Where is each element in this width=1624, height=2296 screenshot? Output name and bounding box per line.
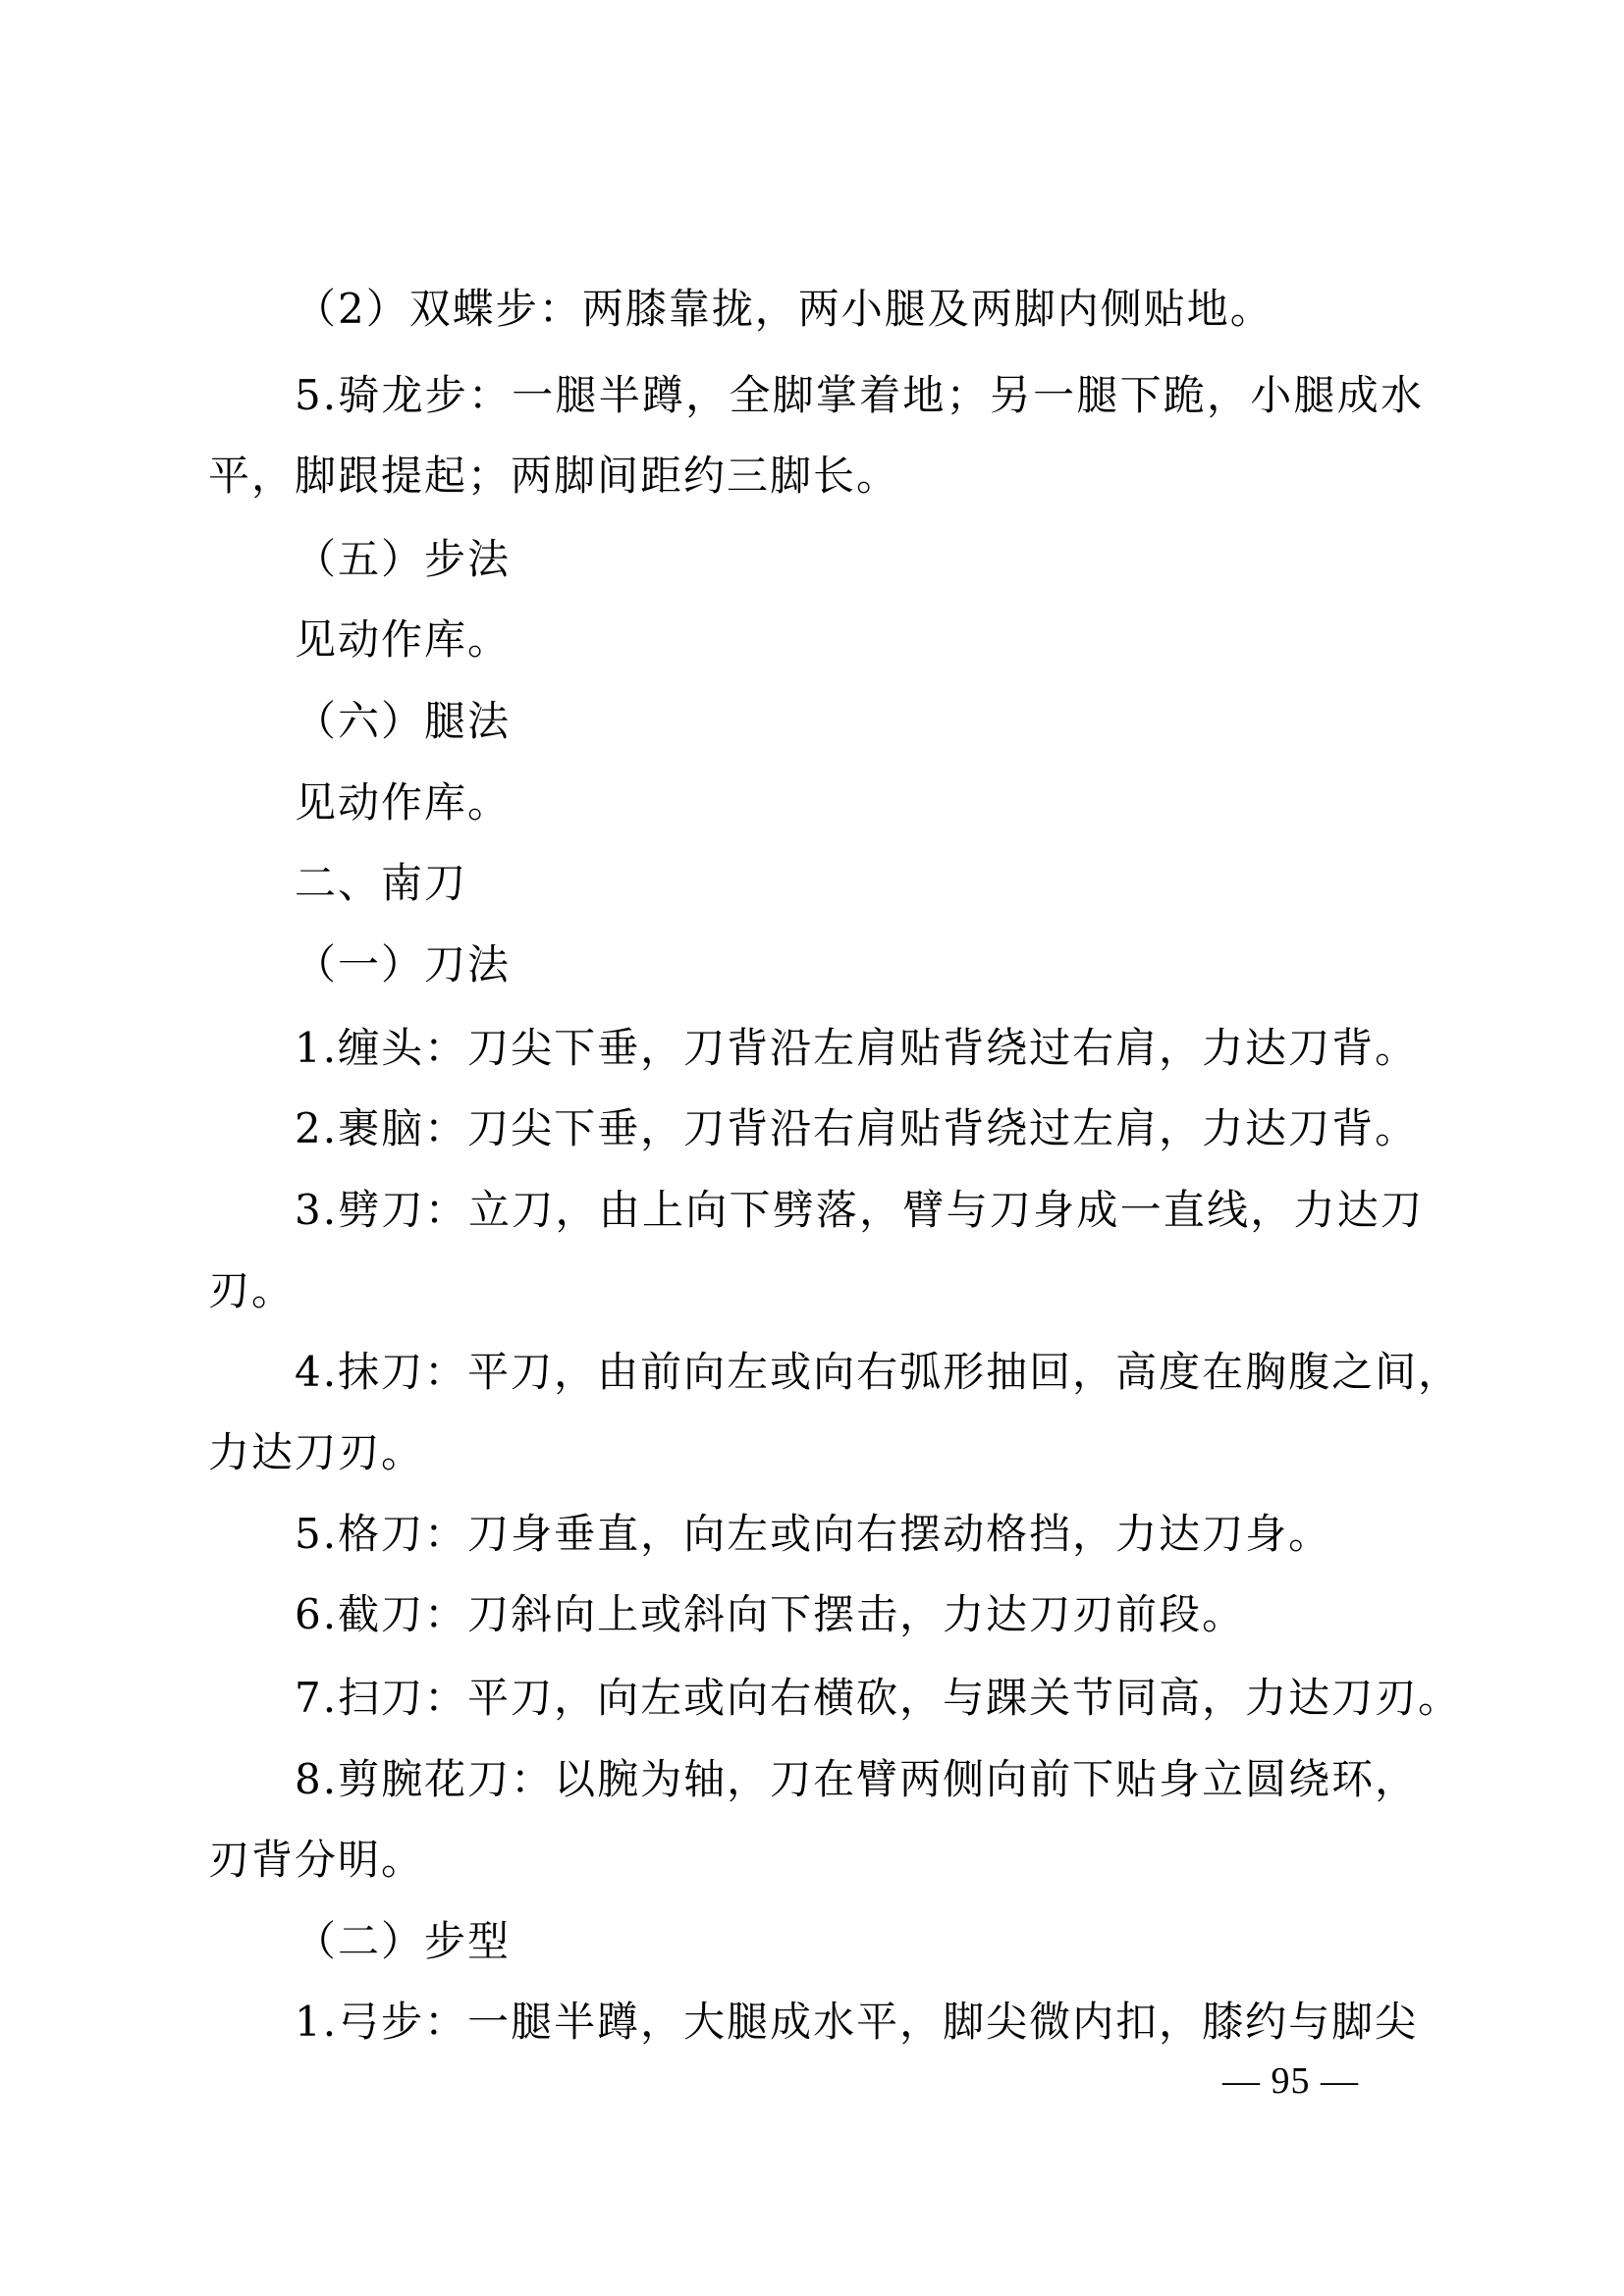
section-heading: （二）步型 [295, 1917, 512, 1965]
text-line: 3.劈刀：立刀，由上向下劈落，臂与刀身成一直线，力达刀 [295, 1186, 1424, 1234]
text-line: 力达刀刃。 [208, 1428, 425, 1476]
text-line: 平，脚跟提起；两脚间距约三脚长。 [208, 452, 900, 500]
text-line: 2.裹脑：刀尖下垂，刀背沿右肩贴背绕过左肩，力达刀背。 [295, 1104, 1419, 1152]
text-line: 5.骑龙步：一腿半蹲，全脚掌着地；另一腿下跪，小腿成水 [295, 371, 1424, 419]
text-line: 1.弓步：一腿半蹲，大腿成水平，脚尖微内扣，膝约与脚尖 [295, 1998, 1419, 2046]
text-line: 8.剪腕花刀：以腕为轴，刀在臂两侧向前下贴身立圆绕环， [295, 1755, 1419, 1803]
text-line: 6.截刀：刀斜向上或斜向下摆击，力达刀刃前段。 [295, 1590, 1246, 1638]
text-line: 7.扫刀：平刀，向左或向右横砍，与踝关节同高，力达刀刃。 [295, 1674, 1462, 1722]
text-line: 见动作库。 [295, 615, 512, 664]
chapter-heading: 二、南刀 [295, 859, 468, 907]
section-heading: （五）步法 [295, 535, 512, 583]
text-line: 刃背分明。 [208, 1836, 425, 1884]
text-line: 5.格刀：刀身垂直，向左或向右摆动格挡，力达刀身。 [295, 1510, 1332, 1558]
section-heading: （一）刀法 [295, 940, 512, 988]
section-heading: （六）腿法 [295, 697, 512, 745]
text-line: 见动作库。 [295, 778, 512, 827]
text-line: 4.抹刀：平刀，由前向左或向右弧形抽回，高度在胸腹之间， [295, 1348, 1462, 1396]
text-line: 1.缠头：刀尖下垂，刀背沿左肩贴背绕过右肩，力达刀背。 [295, 1024, 1419, 1072]
text-line: 刃。 [208, 1266, 296, 1314]
text-line: （2）双蝶步：两膝靠拢，两小腿及两脚内侧贴地。 [295, 285, 1273, 333]
page-number: — 95 — [1222, 2060, 1359, 2102]
